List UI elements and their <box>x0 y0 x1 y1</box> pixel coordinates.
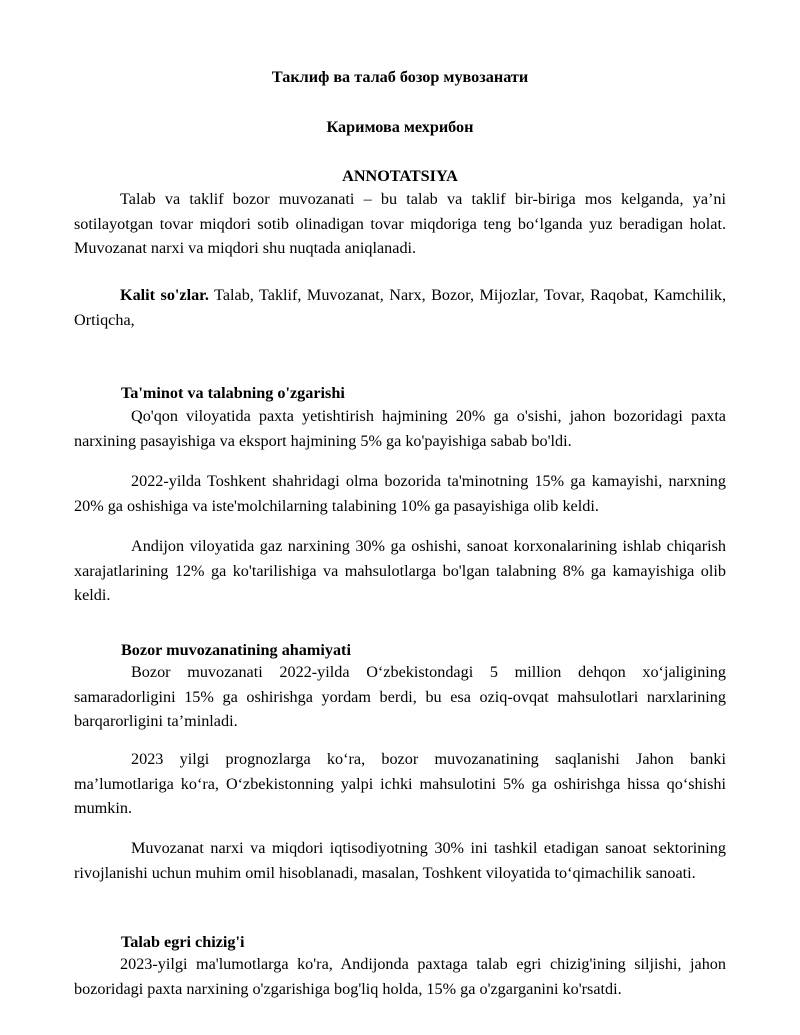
abstract-paragraph: Talab va taklif bozor muvozanati – bu talab va taklif bir-biriga mos kelganda, ya’ni sotilayotgan tovar miqdori sotib olinadigan tovar miqdoriga teng bo‘lganda yuz beradigan holat. Muvozanat narxi va miqdori shu nuqtada aniqlanadi. <box>74 190 726 257</box>
keywords-label: Kalit so'zlar. <box>120 286 209 304</box>
section1-paragraph-3: Andijon viloyatida gaz narxining 30% ga oshishi, sanoat korxonalarining ishlab chiqarish xarajatlarining 12% ga ko'tarilishiga va mahsulotlarga bo'lgan talabning 8% ga kamayishiga olib keldi. <box>74 537 726 604</box>
section1-paragraph-2: 2022-yilda Toshkent shahridagi olma bozorida ta'minotning 15% ga kamayishi, narxning 20% ga oshishiga va iste'molchilarning talabining 10% ga pasayishiga olib keldi. <box>74 472 726 515</box>
section1-paragraph-1: Qo'qon viloyatida paxta yetishtirish hajmining 20% ga o'sishi, jahon bozoridagi paxta narxining pasayishiga va eksport hajmining 5% ga ko'payishiga sabab bo'ldi. <box>74 407 726 450</box>
document-title: Таклиф ва талаб бозор мувозанати <box>271 68 529 86</box>
abstract-heading: ANNOTATSIYA <box>342 167 458 185</box>
section2-paragraph-2: 2023 yilgi prognozlarga ko‘ra, bozor muvozanatining saqlanishi Jahon banki ma’lumotlariga ko‘ra, O‘zbekistonning yalpi ichki mahsulotini 5% ga oshirishga hissa qo‘shishi mumkin. <box>74 750 726 817</box>
keywords-text: Talab, Taklif, Muvozanat, Narx, Bozor, Mijozlar, Tovar, Raqobat, Kamchilik, Ortiqcha, <box>74 286 726 329</box>
section2-paragraph-1: Bozor muvozanati 2022-yilda O‘zbekistondagi 5 million dehqon xo‘jaligining samaradorligini 15% ga oshirishga yordam berdi, bu esa oziq-ovqat mahsulotlari narxlarining barqarorligini ta’minladi. <box>74 663 726 730</box>
section-heading-demand-curve: Talab egri chizig'i <box>121 933 245 951</box>
section-heading-market-equilibrium-importance: Bozor muvozanatining ahamiyati <box>121 641 351 659</box>
section-heading-supply-demand-change: Ta'minot va talabning o'zgarishi <box>121 384 345 402</box>
author-name: Каримова мехрибон <box>326 118 474 136</box>
section2-paragraph-3: Muvozanat narxi va miqdori iqtisodiyotning 30% ini tashkil etadigan sanoat sektorining rivojlanishi uchun muhim omil hisoblanadi, masalan, Toshkent viloyatida to‘qimachilik sanoati. <box>74 839 726 882</box>
section3-paragraph-1: 2023-yilgi ma'lumotlarga ko'ra, Andijonda paxtaga talab egri chizig'ining siljishi, jahon bozoridagi paxta narxining o'zgarishiga bog'liq holda, 15% ga o'zgarganini ko'rsatdi. <box>74 955 726 998</box>
keywords-paragraph <box>74 283 726 332</box>
